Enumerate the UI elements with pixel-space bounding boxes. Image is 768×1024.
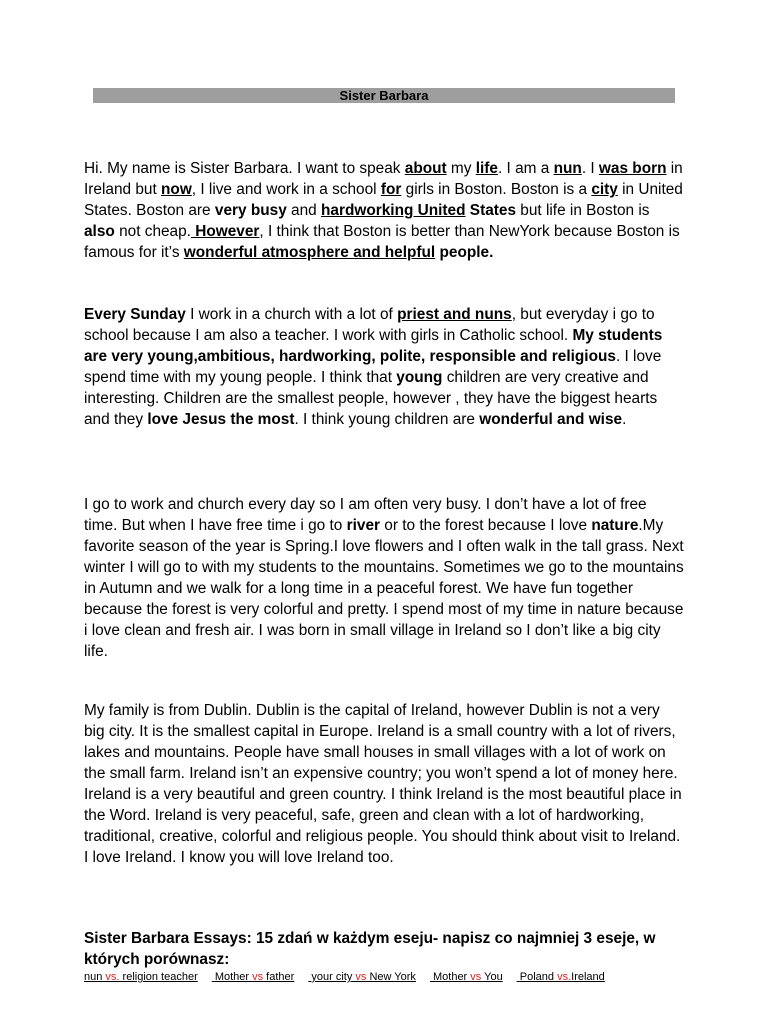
text: .My favorite season of the year is Spring.I love flowers and I often walk in the tall grass. Next winter I will go to with my students to the mountains. Sometimes we go to the mountains in Autumn and we walk for a long time in a peaceful forest. We have fun together because the forest is very colorful and pretty. I spend most of my time in nature because i love clean and fresh air. I was born in small village in Ireland so I don’t like a big city life. xyxy=(84,517,684,660)
text: . I love spend time with my young people. I think that xyxy=(84,348,662,386)
topic-b: New York xyxy=(366,971,416,983)
emphasis: city xyxy=(591,181,618,198)
topic-b: Ireland xyxy=(571,971,605,983)
topic-a: Mother xyxy=(432,971,471,983)
vs-label: vs xyxy=(355,971,367,983)
emphasis: States xyxy=(465,202,517,219)
text: . I xyxy=(581,160,599,177)
text: my xyxy=(446,160,476,177)
text: , I live and work in a school xyxy=(191,181,381,198)
text: Hi. My name is Sister Barbara. I want to speak xyxy=(84,160,405,177)
emphasis: now xyxy=(161,181,192,198)
text: I go to work and church every day so I am often very busy. I don’t have a lot of free time. But when I have free time i go to xyxy=(84,496,647,534)
text: My family is from Dublin. Dublin is the capital of Ireland, however Dublin is not a very big city. It is the smallest capital in Europe. Ireland is a small country with a lot of rivers, lakes and mountains. People have small houses in small villages with a lot of work on the small farm. Ireland isn’t an expensive country; you won’t spend a lot of money here. Ireland is a very beautiful and green country. I think Ireland is the most beautiful place in the Word. Ireland is very peaceful, safe, green and clean with a lot of hardworking, traditional, creative, colorful and religious people. You should think about visit to Ireland. I love Ireland. I know you will love Ireland too. xyxy=(84,702,682,866)
comparison-topics xyxy=(84,970,684,984)
vs-label: vs xyxy=(252,971,264,983)
emphasis: for xyxy=(380,181,402,198)
topic-b: religion teacher xyxy=(119,971,198,983)
topic-a: Mother xyxy=(214,971,253,983)
text: . I think young children are xyxy=(294,411,480,428)
vs-label: vs. xyxy=(105,971,120,983)
emphasis: life xyxy=(475,160,498,177)
emphasis: people. xyxy=(435,244,494,261)
topic-item xyxy=(433,971,503,983)
vs-label: vs xyxy=(470,971,482,983)
text: in United States. Boston are xyxy=(84,181,683,219)
text: children are very creative and interesting. Children are the smallest people, however , they have the biggest hearts and they xyxy=(84,369,658,428)
topic-b: You xyxy=(481,971,503,983)
emphasis: priest and nuns xyxy=(397,306,512,323)
emphasis: Every Sunday xyxy=(84,306,186,323)
document-title xyxy=(93,88,675,103)
text: in Ireland but xyxy=(84,160,683,198)
topic-a: Poland xyxy=(519,971,558,983)
vs-label: vs. xyxy=(557,971,572,983)
emphasis: wonderful atmosphere and helpful xyxy=(183,244,436,261)
text: . xyxy=(622,411,627,428)
topic-b: father xyxy=(263,971,295,983)
emphasis: very busy xyxy=(214,202,287,219)
text: but life in Boston is xyxy=(516,202,650,219)
emphasis: about xyxy=(404,160,447,177)
paragraph-every-sunday xyxy=(84,304,684,430)
emphasis: nature xyxy=(591,517,639,534)
text: girls in Boston. Boston is a xyxy=(401,181,592,198)
emphasis: love Jesus the most xyxy=(147,411,295,428)
text: not cheap. xyxy=(114,223,191,240)
text: , I think that Boston is better than NewYork because Boston is famous for it’s xyxy=(84,223,680,261)
topic-item xyxy=(215,971,294,983)
text: . I am a xyxy=(497,160,554,177)
topic-a: your city xyxy=(311,971,356,983)
paragraph-intro xyxy=(84,158,684,263)
emphasis: wonderful and wise xyxy=(479,411,623,428)
emphasis: young xyxy=(396,369,443,386)
text: and xyxy=(286,202,322,219)
topic-item xyxy=(84,971,198,983)
paragraph-family-dublin xyxy=(84,700,684,868)
emphasis: river xyxy=(346,517,381,534)
text: , but everyday i go to school because I am also a teacher. I work with girls in Catholic school. xyxy=(84,306,655,344)
emphasis: hardworking United xyxy=(321,202,466,219)
emphasis: also xyxy=(84,223,115,240)
document-title-text: Sister Barbara xyxy=(339,88,429,103)
emphasis: nun xyxy=(553,160,582,177)
topic-item xyxy=(520,971,605,983)
emphasis: was born xyxy=(598,160,667,177)
paragraph-free-time xyxy=(84,494,684,662)
topic-item xyxy=(311,971,416,983)
topic-a: nun xyxy=(84,971,106,983)
emphasis: However xyxy=(190,223,260,240)
emphasis: My students are very young,ambitious, hardworking, polite, responsible and religious xyxy=(84,327,663,365)
task-heading: Sister Barbara Essays: 15 zdań w każdym eseju- napisz co najmniej 3 eseje, w których porównasz: xyxy=(84,930,656,968)
text: or to the forest because I love xyxy=(380,517,592,534)
text: I work in a church with a lot of xyxy=(185,306,398,323)
